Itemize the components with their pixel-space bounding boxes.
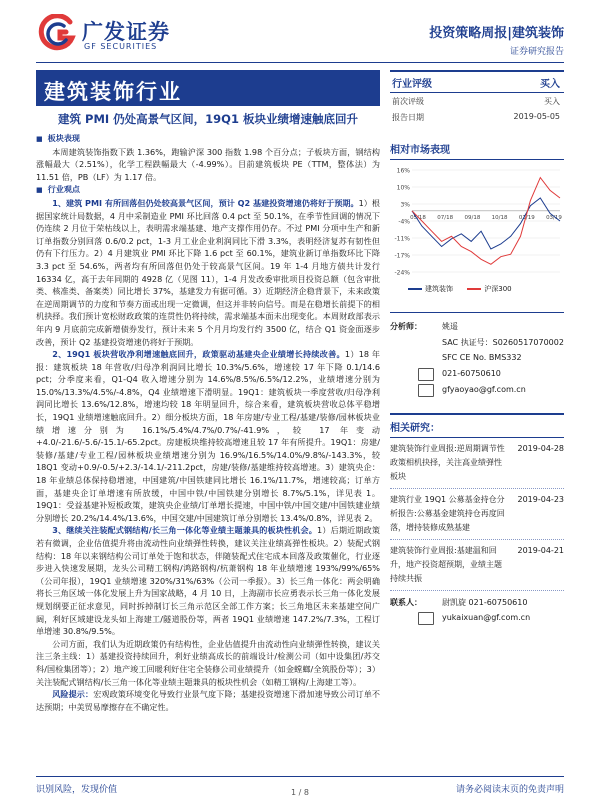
page-number: 1 / 8: [291, 788, 309, 797]
y-tick-label: -24%: [394, 269, 410, 277]
y-tick-label: -11%: [394, 235, 410, 243]
email-icon: [418, 384, 434, 397]
legend-swatch: [467, 288, 481, 290]
y-tick-label: -17%: [394, 252, 410, 260]
paragraph-text: 1）后期近期政策若有微调，企业估值提升将由流动性向业绩弹性转换，建议关注业绩高弹性板块。2）装配式钢结构：18 年以来钢结构公司订单处于饱和状态，伴随装配式住宅成本回落及政策催化，行业逐步进入快速发展期，龙头公司精工钢构/鸿路钢构/杭萧钢构 18 年业绩增速 193%/99%/65%（公司年报），19Q1 业绩增速 320%/31%/63%（公司一季报）。3）长三角一体化：两会明确将长三角区域一体化发展上升为国家战略，4 月 10 日，上海副市长应勇表示长三角一体化发展规划纲要正征求意见，同时拆掉制订长三角示范区全部工作方案；长三角地区未来基建空间广阔，利好区域建设龙头如上海建工/隧道股份等，两者 19Q1 业绩增速 147.2%/7.3%，工程订单增速 30.8%/9.5%。: [36, 525, 380, 637]
paragraph-text: 宏观政策环境变化导致行业景气度下降；基建投资增速下滑加速导致公司订单不达预期；中美贸易摩擦存在不确定性。: [36, 689, 380, 712]
paragraph: 本周建筑装饰指数下跌 1.36%，跑输沪深 300 指数 1.98 个百分点；子板块方面，钢结构涨幅最大（2.51%），化学工程跌幅最大（-4.99%）。目前建筑板块 PE（TTM，整体法）为 11.51 倍，PB（LF）为 1.17 倍。: [36, 146, 380, 182]
related-item[interactable]: [390, 489, 564, 540]
report-date-label: 报告日期: [392, 113, 424, 122]
sfc-number: SFC CE No. BMS332: [442, 353, 522, 362]
paragraph-lead: 风险提示：: [52, 689, 94, 700]
x-tick-label: 01/19: [518, 214, 535, 221]
report-date-row: [390, 109, 564, 125]
rating-row: [390, 70, 564, 93]
sac-row: [390, 335, 564, 351]
industry-banner: [36, 70, 380, 106]
report-headline: 建筑 PMI 仍处高景气区间，19Q1 板块业绩增速触底回升: [58, 112, 358, 126]
legend-swatch: [408, 288, 422, 290]
previous-rating-label: 前次评级: [392, 97, 424, 106]
report-category: 证券研究报告: [509, 47, 564, 57]
contact-label: 联系人：: [390, 598, 422, 607]
brand-cn: 广发证券: [82, 20, 170, 44]
section-heading: ■ 行业观点: [36, 183, 380, 197]
related-item[interactable]: [390, 438, 564, 489]
x-tick-label: 05/18: [410, 214, 426, 221]
x-tick-label: 10/18: [491, 214, 508, 221]
legend-item: [408, 284, 453, 294]
y-tick-label: -4%: [398, 218, 410, 226]
rating-label: 行业评级: [392, 79, 432, 90]
email-icon: [418, 612, 434, 625]
contact-email[interactable]: yukaixuan@gf.com.cn: [442, 613, 531, 622]
analyst-block: [390, 312, 564, 399]
analyst-phone: 021-60750610: [442, 369, 501, 378]
contact-line: [442, 597, 527, 608]
performance-chart-svg: [390, 164, 564, 296]
sidebar: [390, 70, 564, 627]
header-divider: [36, 62, 564, 63]
related-item-text: 建筑行业 19Q1 公募基金持仓分析报告:公募基金建筑持仓再度回落，增持装修成熟基建: [390, 495, 505, 532]
chart-legend: [408, 284, 524, 294]
contact-email-row: [390, 611, 564, 627]
legend-label: 建筑装饰: [425, 285, 453, 293]
contact-block: [390, 595, 564, 627]
analyst-label: 分析师：: [390, 322, 422, 331]
y-tick-label: 10%: [396, 184, 410, 192]
footer-slogan: 识别风险，发现价值: [36, 785, 118, 795]
contact-phone: 021-60750610: [468, 598, 528, 607]
brand-logo: [36, 14, 206, 54]
contact-name: 尉凯旋: [442, 598, 466, 607]
performance-title: 相对市场表现: [390, 141, 564, 160]
report-date-value: 2019-05-05: [513, 112, 560, 121]
paragraph: 公司方面，我们认为近期政策仍有结构性，企业估值提升由流动性向业绩弹性转换，建议关注三条主线：1）基建投资持续回升，利好业绩高成长的前端设计/检测公司（如中设集团/苏交科/国检集团等）；2）地产竣工回暖利好住宅全装修公司业绩提升（如金螳螂/全筑股份等）；3）关注装配式钢结构/长三角一体化等业绩主题兼具的板块性机会（如精工钢构/上海建工等）。: [36, 638, 380, 687]
gf-logo-icon: [36, 14, 76, 54]
paragraph: [36, 197, 380, 348]
related-item[interactable]: [390, 540, 564, 591]
related-title: 相关研究：: [390, 415, 564, 438]
previous-rating-value: 买入: [544, 97, 560, 106]
sfc-row: [390, 351, 564, 367]
report-body: [36, 132, 380, 768]
y-tick-label: 3%: [400, 201, 410, 209]
paragraph-lead: 1、建筑 PMI 有所回落但仍处较高景气区间，预计 Q2 基建投资增速仍将好于预期。: [52, 197, 359, 208]
previous-rating-row: [390, 93, 564, 109]
paragraph-lead: 3、继续关注装配式钢结构/长三角一体化等业绩主题兼具的板块性机会。: [52, 525, 318, 536]
paragraph: [36, 688, 380, 713]
relative-performance-chart: [390, 164, 564, 296]
x-tick-label: 09/18: [464, 214, 481, 221]
phone-icon: [418, 368, 434, 381]
legend-label: 沪深300: [484, 285, 512, 293]
related-item-text: 建筑装饰行业周报:基建温和回升，地产投资超预期，业绩主题持续共振: [390, 546, 502, 583]
sac-number: SAC 执证号：S0260517070002: [442, 338, 564, 347]
rating-value: 买入: [540, 79, 560, 90]
paragraph-text: 1）18 年报：建筑板块 18 年营收/归母净利润同比增长 10.3%/5.6%，增速较 17 年下降 0.1/14.6 pct；分季度来看，Q1-Q4 收入增速分别为 14.6%/8.5%/6.5%/12.2%，业绩增速分别为 15.0%/13.3%/4.5%/-4.8%，Q4 业绩增速下滑明显。19Q1：建筑板块一季度营收/归母净利润同比增长 13.6%/12.8%，增速均较 18 年明显回升，综合来看，建筑板块营收总体平稳增长，19Q1 业绩增速触底回升。2）细分板块方面，18 年房建/专业工程/基建/装修/园林板块业绩增速分别为 16.1%/5.4%/4.7%/0.7%/-41.9%，较 17 年变动 +4.0/-21.6/-5.6/-15.1/-65.2pct。房建板块维持较高增速且较 17 年有所提升。19Q1：房建/装修/基建/专业工程/园林板块业绩增速分别为 16.9%/16.5%/14.0%/9.8%/-143.3%，较 18Q1 变动+0.9/-0.5/+2.3/-14.1/-211.2pct，房建/装修/基建维持较高增速。3）建筑央企：18 年业绩总体保持稳增速，中国建筑/中国铁建同比增长 16.1%/11.7%，增速较高；订单方面，基建央企订单增速有所放缓，中国中铁/中国铁建分别增长 8.7%/5.1%，详见表 1。19Q1：受益基建补短板政策，建筑央企业绩/订单增长提速，中国中铁/中国交建/中国铁建业绩分别增长 20.2%/14.4%/13.6%，中国交建/中国建筑订单分别增长 13.4%/0.8%，详见表 2。: [36, 349, 380, 523]
related-item-date: 2019-04-23: [517, 495, 564, 504]
related-item-text: 建筑装饰行业周报:逆周期调节性政策相机抉择，关注高业绩弹性板块: [390, 444, 505, 481]
brand-en: GF SECURITIES: [84, 42, 158, 51]
related-research: [390, 413, 564, 591]
footer-divider: [36, 776, 564, 777]
paragraph-lead: 2、19Q1 板块营收净利增速触底回升，政策驱动基建央企业绩增长持续改善。: [52, 349, 345, 360]
email-row: [390, 383, 564, 399]
related-item-date: 2019-04-28: [517, 444, 564, 453]
x-tick-label: 07/18: [437, 214, 454, 221]
analyst-name: 姚遥: [442, 322, 458, 331]
paragraph: [36, 348, 380, 524]
industry-title: 建筑装饰行业: [44, 80, 182, 104]
x-tick-label: 03/19: [546, 214, 562, 221]
paragraph-text: 1）根据国家统计局数据，4 月中采制造业 PMI 环比回落 0.4 pct 至 50.1%，在季节性回调的情况下仍连续 2 月位于荣枯线以上，表明需求端基建、地产支撑作用仍存。不过 PMI 分项中生产和新订单指数分别回落 0.6/0.2 pct，1-3 月工业企业利润同比下滑 3.3%，表明经济复苏有韧性但仍有下行压力。2）4 月建筑业 PMI 环比下降 1.6 pct 至 60.1%，建筑业新订单指数环比下降 3.3 pct 至 54.6%，两者均有所回落但仍处于较高景气区间。19 年 1-4 月地方债共计发行 16334 亿，高于去年同期的 4928 亿（见图 11），1-4 月发改委审批项目投资总额（包含审批类、核准类、备案类）同比增长 37%，基建发力有据可循。3）近期经济企稳背景下，未来政策在逆周期调节的力度和节奏方面或出现一定微调，但这并非转向信号。而是在稳增长前提下的相机抉择。我们预计宽松财政政策的连贯性仍将持续，需求端基本面未出现变化。本周财政部表示年内 9 月底前完成新增债券发行，预计未来 5 个月月均发行约 3500 亿，结合 Q1 资金面逐步改善，预计 Q2 基建投资增速仍将好于预期。: [36, 197, 380, 347]
paragraph: [36, 524, 380, 637]
y-tick-label: 16%: [396, 167, 410, 175]
legend-item: [467, 284, 511, 294]
related-item-date: 2019-04-21: [517, 546, 564, 555]
phone-row: [390, 367, 564, 383]
footer-disclaimer: 请务必阅读末页的免责声明: [455, 785, 564, 795]
section-heading: ■ 板块表现: [36, 132, 380, 146]
contact-row: [390, 595, 564, 611]
report-header: [0, 0, 600, 70]
report-type: 投资策略周报|建筑装饰: [429, 26, 564, 41]
analyst-email[interactable]: gfyaoyao@gf.com.cn: [442, 385, 526, 394]
analyst-row: [390, 319, 564, 335]
series-line: [412, 198, 560, 249]
